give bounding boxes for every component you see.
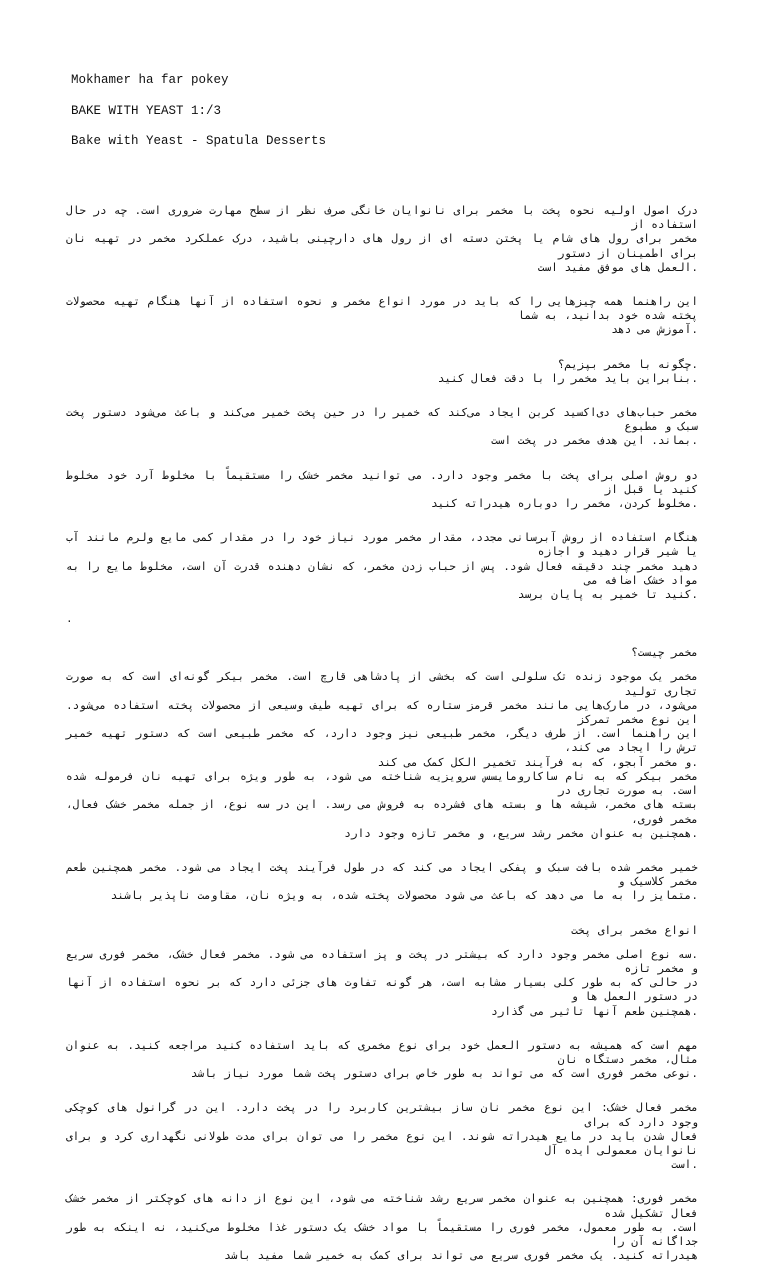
document-title: Mokhamer ha far pokey xyxy=(71,73,229,87)
heading-what-is-yeast: مخمر چیست؟ xyxy=(631,648,698,661)
stray-dot: . xyxy=(66,614,73,627)
paragraph-co2-bubbles: مخمر حباب‌های دی‌اکسید کربن ایجاد می‌کند که خمیر را در حین پخت خمیر می‌کند و باعث می‌شود دستور پخت سبک و مطبوع .بماند. این هدف مخمر در پخت است xyxy=(66,408,698,449)
paragraph-rehydration: هنگام استفاده از روش آبرسانی مجدد، مقدار مخمر مورد نیاز خود را در مقدار کمی مایع ولرم مانند آب یا شیر قرار دهید و اجازه دهید مخمر چند دقیقه فعال شود. پس از حباب زدن مخمر، که نشان دهنده قدرت آن است، مخلوط مایع را به مواد خشک اضافه می .کنید تا خمیر به پایان برسد xyxy=(66,533,698,603)
paragraph-yeast-dough: خمیر مخمر شده بافت سبک و پفکی ایجاد می کند که در طول فرآیند پخت ایجاد می شود. مخمر همچنین طعم مخمر کلاسیک و .متمایز را به ما می دهد که باعث می شود محصولات پخته شده، به ویژه نان، مقاومت ناپذیر باشند xyxy=(66,862,698,904)
paragraph-yeast-definition: مخمر یک موجود زنده تک سلولی است که بخشی از پادشاهی قارچ است. مخمر بیکر گونه‌ای است که به صورت تجاری تولید می‌شود، در مارک‌هایی مانند مخمر قرمز ستاره که برای تهیه طیف وسیعی از محصولات پخته استفاده می‌شود. این نوع مخمر تمرکز این راهنما است. از طرف دیگر، مخمر طبیعی نیز وجود دارد، که مخمر طبیعی است که دستور تهیه خمیر ترش را ایجاد می کند، .و مخمر آبجو، که به فرآیند تخمیر الکل کمک می کند مخمر بیکر که به نام ساکارومایسس سرویزیه شناخته می شود، به طور ویژه برای تهیه نان فرموله شده است. به صورت تجاری در بسته های مخمر، شیشه ها و بسته های فشرده به فروش می رسد. این در سه نوع، از جمله مخمر خشک فعال، مخمر فوری، .همچنین به عنوان مخمر رشد سریع، و مخمر تازه وجود دارد xyxy=(66,672,698,841)
paragraph-two-methods: دو روش اصلی برای پخت با مخمر وجود دارد. می توانید مخمر خشک را مستقیماً با مخلوط آرد خود مخلوط کنید یا قبل از .مخلوط کردن، مخمر را دوباره هیدراته کنید xyxy=(66,470,698,512)
document-subtitle: BAKE WITH YEAST 1:/3 xyxy=(71,104,222,118)
paragraph-intro: درک اصول اولیه نحوه پخت با مخمر برای نانوایان خانگی صرف نظر از سطح مهارت ضروری است. چه در حال استفاده از مخمر برای رول های شام یا پختن دسته ای از رول های دارچینی باشید، درک عملکرد مخمر در تهیه نان برای اطمینان از دستور .العمل های موفق مفید است xyxy=(66,206,698,275)
article-body xyxy=(66,205,698,1284)
document-source: Bake with Yeast - Spatula Desserts xyxy=(71,134,327,148)
paragraph-guide: این راهنما همه چیزهایی را که باید در مورد انواع مخمر و نحوه استفاده از آنها هنگام تهیه محصولات پخته شده خود بدانید، به شما .آموزش می دهد xyxy=(66,297,698,338)
paragraph-instant-yeast: مخمر فوری: همچنین به عنوان مخمر سریع رشد شناخته می شود، این نوع از دانه های کوچکتر از مخمر خشک فعال تشکیل شده است. به طور معمول، مخمر فوری را مستقیماً با مواد خشک یک دستور غذا مخلوط می‌کنید، نه اینکه به طور جداگانه آن را هیدراته کنید. یک مخمر فوری سریع می تواند برای کمک به خمیر شما مفید باشد xyxy=(66,1194,698,1264)
paragraph-active-dry-yeast: مخمر فعال خشک: این نوع مخمر نان ساز بیشترین کاربرد را در پخت دارد. این در گرانول های کوچکی وجود دارد که برای فعال شدن باید در مایع هیدراته شوند. این نوع مخمر را می توان برای مدت طولانی نگهداری کرد و برای نانوایان معمولی ایده آل .است xyxy=(66,1103,698,1173)
paragraph-check-recipe: مهم است که همیشه به دستور العمل خود برای نوع مخمری که باید استفاده کنید مراجعه کنید. به عنوان مثال، مخمر دستگاه نان .نوعی مخمر فوری است که می تواند به طور خاص برای دستور پخت شما مورد نیاز باشد xyxy=(66,1040,698,1082)
heading-yeast-types: انواع مخمر برای پخت xyxy=(571,925,698,938)
paragraph-how-to-bake: .چگونه با مخمر بپزیم؟ .بنابراین باید مخمر را با دقت فعال کنید xyxy=(437,359,698,386)
paragraph-three-types: .سه نوع اصلی مخمر وجود دارد که بیشتر در پخت و پز استفاده می شود. مخمر فعال خشک، مخمر فوری سریع و مخمر تازه در حالی که به طور کلی بسیار مشابه است، هر گونه تفاوت های جزئی دارد که بر نحوه استفاده از آنها در دستور العمل ها و .همچنین طعم آنها تاثیر می گذارد xyxy=(66,949,698,1019)
